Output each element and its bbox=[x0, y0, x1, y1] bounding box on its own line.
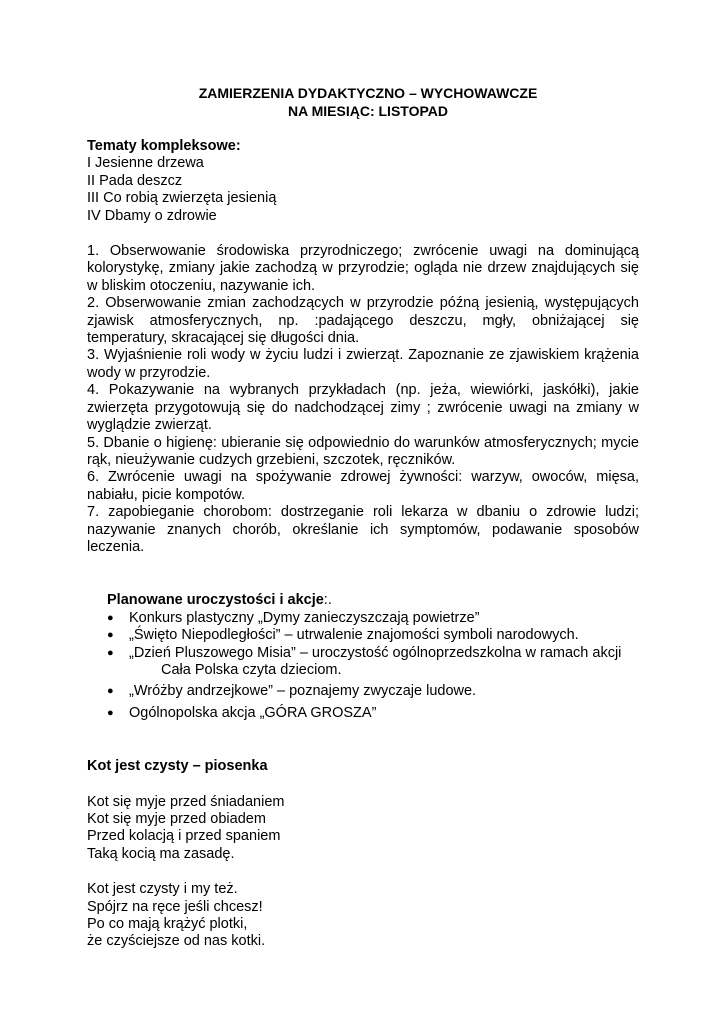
bullet-icon: ● bbox=[107, 685, 114, 698]
song-line: Przed kolacją i przed spaniem bbox=[87, 828, 281, 845]
event-item bbox=[107, 610, 639, 627]
topic-item: I Jesienne drzewa bbox=[87, 155, 204, 172]
document-page bbox=[87, 84, 639, 951]
events-section bbox=[87, 592, 639, 722]
topics-heading: Tematy kompleksowe: bbox=[87, 138, 241, 154]
goal-item: 6. Zwrócenie uwagi na spożywanie zdrowej żywności: warzyw, owoców, mięsa, nabiału, picie kompotów. bbox=[87, 469, 639, 503]
bullet-icon: ● bbox=[107, 646, 114, 659]
song-stanza-1 bbox=[87, 794, 639, 864]
song-line: Kot się myje przed śniadaniem bbox=[87, 793, 285, 810]
goal-item: 7. zapobieganie chorobom: dostrzeganie roli lekarza w dbaniu o zdrowie ludzi; nazywanie znanych chorób, określanie ich symptomów, podawanie sposobów leczenia. bbox=[87, 504, 639, 555]
title-line-2: NA MIESIĄC: LISTOPAD bbox=[288, 103, 448, 119]
goal-item: 3. Wyjaśnienie roli wody w życiu ludzi i zwierząt. Zapoznanie ze zjawiskiem krążenia wody w przyrodzie. bbox=[87, 347, 639, 381]
song-line: Po co mają krążyć plotki, bbox=[87, 916, 248, 933]
song-stanza-2 bbox=[87, 881, 639, 951]
bullet-icon: ● bbox=[107, 611, 114, 624]
topics-list bbox=[87, 155, 639, 225]
goal-item: 4. Pokazywanie na wybranych przykładach (np. jeża, wiewiórki, jaskółki), jakie zwierzęta przygotowują się do nadchodzącej zimy ; zwrócenie uwagi na zmiany w wyglądzie zwierząt. bbox=[87, 382, 639, 434]
events-heading-text: Planowane uroczystości i akcje bbox=[107, 592, 324, 609]
song-line: że czyściejsze od nas kotki. bbox=[87, 933, 266, 950]
event-text: „Dzień Pluszowego Misia” – uroczystość ogólnoprzedszkolna w ramach akcji bbox=[129, 644, 622, 661]
events-heading-suffix: :. bbox=[323, 592, 332, 609]
song-line: Spójrz na ręce jeśli chcesz! bbox=[87, 898, 263, 915]
goals-list bbox=[87, 243, 639, 556]
event-item bbox=[107, 683, 639, 700]
event-text: Konkurs plastyczny „Dymy zanieczyszczają powietrze” bbox=[129, 609, 480, 626]
song-line: Taką kocią ma zasadę. bbox=[87, 845, 235, 862]
song-line: Kot jest czysty i my też. bbox=[87, 881, 238, 898]
event-text: Ogólnopolska akcja „GÓRA GROSZA” bbox=[129, 704, 377, 721]
goal-item: 2. Obserwowanie zmian zachodzących w przyrodzie późną jesienią, występujących zjawisk atmosferycznych, np. :padającego deszczu, mgły, obniżającej się temperatury, skracającej się długości dnia. bbox=[87, 295, 639, 347]
goal-item: 1. Obserwowanie środowiska przyrodniczego; zwrócenie uwagi na dominującą kolorystykę, zmiany jakie zachodzą w przyrodzie; ogląda nie drzew znajdujących się w bliskim otoczeniu, nazywanie ich. bbox=[87, 243, 639, 294]
event-text: „Święto Niepodległości” – utrwalenie znajomości symboli narodowych. bbox=[129, 627, 579, 644]
events-list bbox=[107, 610, 639, 722]
song-line: Kot się myje przed obiadem bbox=[87, 811, 266, 827]
topic-item: IV Dbamy o zdrowie bbox=[87, 207, 217, 224]
bullet-icon: ● bbox=[107, 706, 114, 719]
document-title bbox=[97, 84, 639, 120]
event-text: „Wróżby andrzejkowe” – poznajemy zwyczaje ludowe. bbox=[129, 683, 477, 700]
song-title: Kot jest czysty – piosenka bbox=[87, 758, 268, 775]
topic-item: II Pada deszcz bbox=[87, 172, 183, 189]
event-item bbox=[107, 645, 639, 680]
events-heading bbox=[107, 592, 639, 609]
event-item bbox=[107, 705, 639, 722]
event-text-continuation: Cała Polska czyta dzieciom. bbox=[161, 661, 342, 678]
title-line-1: ZAMIERZENIA DYDAKTYCZNO – WYCHOWAWCZE bbox=[198, 85, 538, 101]
goal-item: 5. Dbanie o higienę: ubieranie się odpowiednio do warunków atmosferycznych; mycie rąk, nieużywanie cudzych grzebieni, szczotek, ręczników. bbox=[87, 434, 639, 468]
event-item bbox=[107, 627, 639, 644]
bullet-icon: ● bbox=[107, 629, 114, 642]
topic-item: III Co robią zwierzęta jesienią bbox=[87, 190, 277, 207]
